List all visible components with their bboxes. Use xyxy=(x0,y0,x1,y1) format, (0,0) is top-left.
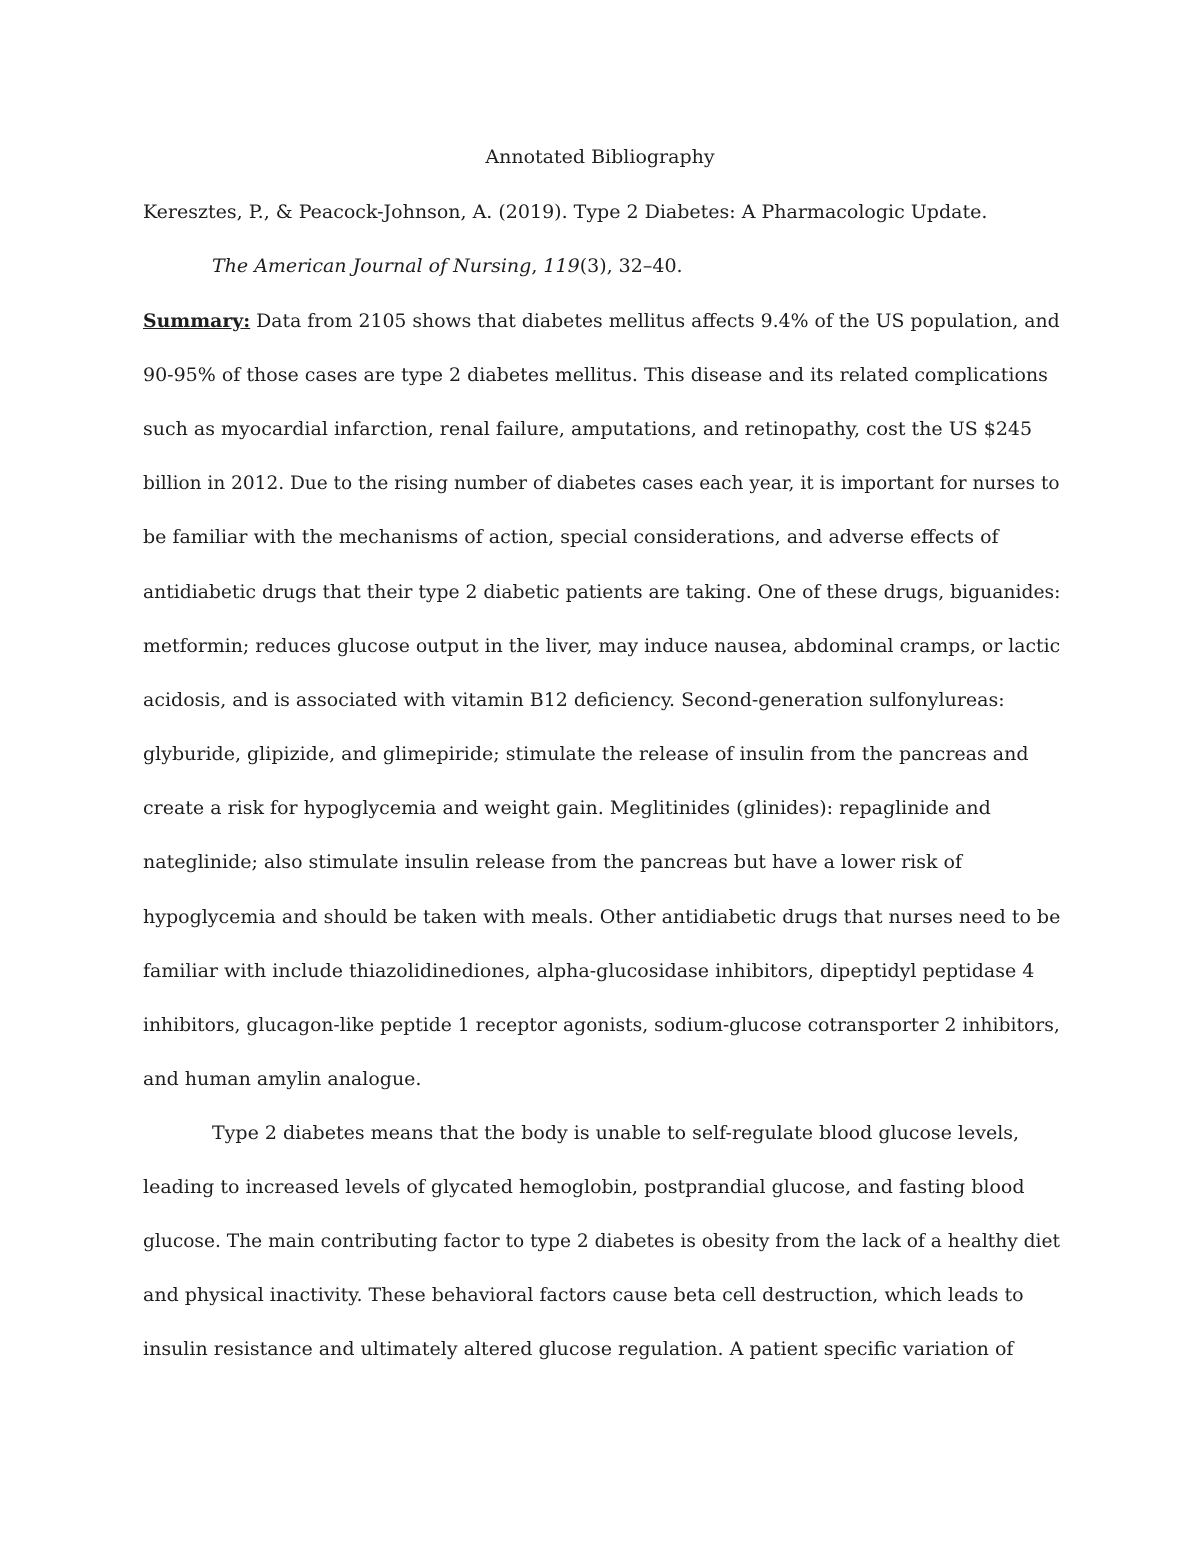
summary-line: billion in 2012. Due to the rising number of diabetes cases each year, it is important for nurses to xyxy=(143,472,1060,494)
summary-line: and human amylin analogue. xyxy=(143,1068,422,1090)
paragraph-line: and physical inactivity. These behavioral factors cause beta cell destruction, which leads to xyxy=(143,1284,1024,1306)
journal-name: The American Journal of Nursing xyxy=(212,255,532,277)
summary-line: inhibitors, glucagon-like peptide 1 receptor agonists, sodium-glucose cotransporter 2 inhibitors, xyxy=(143,1014,1060,1036)
summary-line: metformin; reduces glucose output in the liver, may induce nausea, abdominal cramps, or lactic xyxy=(143,635,1061,657)
summary-line xyxy=(143,309,1060,333)
summary-line: create a risk for hypoglycemia and weight gain. Meglitinides (glinides): repaglinide and xyxy=(143,797,991,819)
summary-line: 90-95% of those cases are type 2 diabetes mellitus. This disease and its related complications xyxy=(143,364,1048,386)
summary-line: familiar with include thiazolidinediones, alpha-glucosidase inhibitors, dipeptidyl peptidase 4 xyxy=(143,960,1035,982)
paragraph-line: leading to increased levels of glycated hemoglobin, postprandial glucose, and fasting blood xyxy=(143,1176,1025,1198)
paragraph-line: Type 2 diabetes means that the body is unable to self-regulate blood glucose levels, xyxy=(212,1122,1020,1144)
journal-issue-pages: (3), 32–40. xyxy=(579,255,683,277)
journal-volume: 119 xyxy=(543,255,580,277)
summary-line: nateglinide; also stimulate insulin release from the pancreas but have a lower risk of xyxy=(143,851,963,873)
paragraph-line: insulin resistance and ultimately altered glucose regulation. A patient specific variation of xyxy=(143,1338,1014,1360)
citation-line-2 xyxy=(212,254,683,278)
paragraph-line: glucose. The main contributing factor to type 2 diabetes is obesity from the lack of a healthy diet xyxy=(143,1230,1060,1252)
summary-line: glyburide, glipizide, and glimepiride; stimulate the release of insulin from the pancreas and xyxy=(143,743,1029,765)
citation-separator: , xyxy=(531,255,544,277)
summary-line: acidosis, and is associated with vitamin B12 deficiency. Second-generation sulfonylureas: xyxy=(143,689,1005,711)
summary-line: such as myocardial infarction, renal failure, amputations, and retinopathy, cost the US $245 xyxy=(143,418,1033,440)
summary-text: Data from 2105 shows that diabetes mellitus affects 9.4% of the US population, and xyxy=(250,310,1060,332)
citation-line-1: Keresztes, P., & Peacock-Johnson, A. (2019). Type 2 Diabetes: A Pharmacologic Update. xyxy=(143,201,988,223)
summary-label: Summary: xyxy=(143,310,251,332)
summary-line: hypoglycemia and should be taken with meals. Other antidiabetic drugs that nurses need to be xyxy=(143,906,1061,928)
summary-line: antidiabetic drugs that their type 2 diabetic patients are taking. One of these drugs, biguanides: xyxy=(143,581,1061,603)
summary-line: be familiar with the mechanisms of action, special considerations, and adverse effects of xyxy=(143,526,999,548)
document-title: Annotated Bibliography xyxy=(485,146,715,168)
